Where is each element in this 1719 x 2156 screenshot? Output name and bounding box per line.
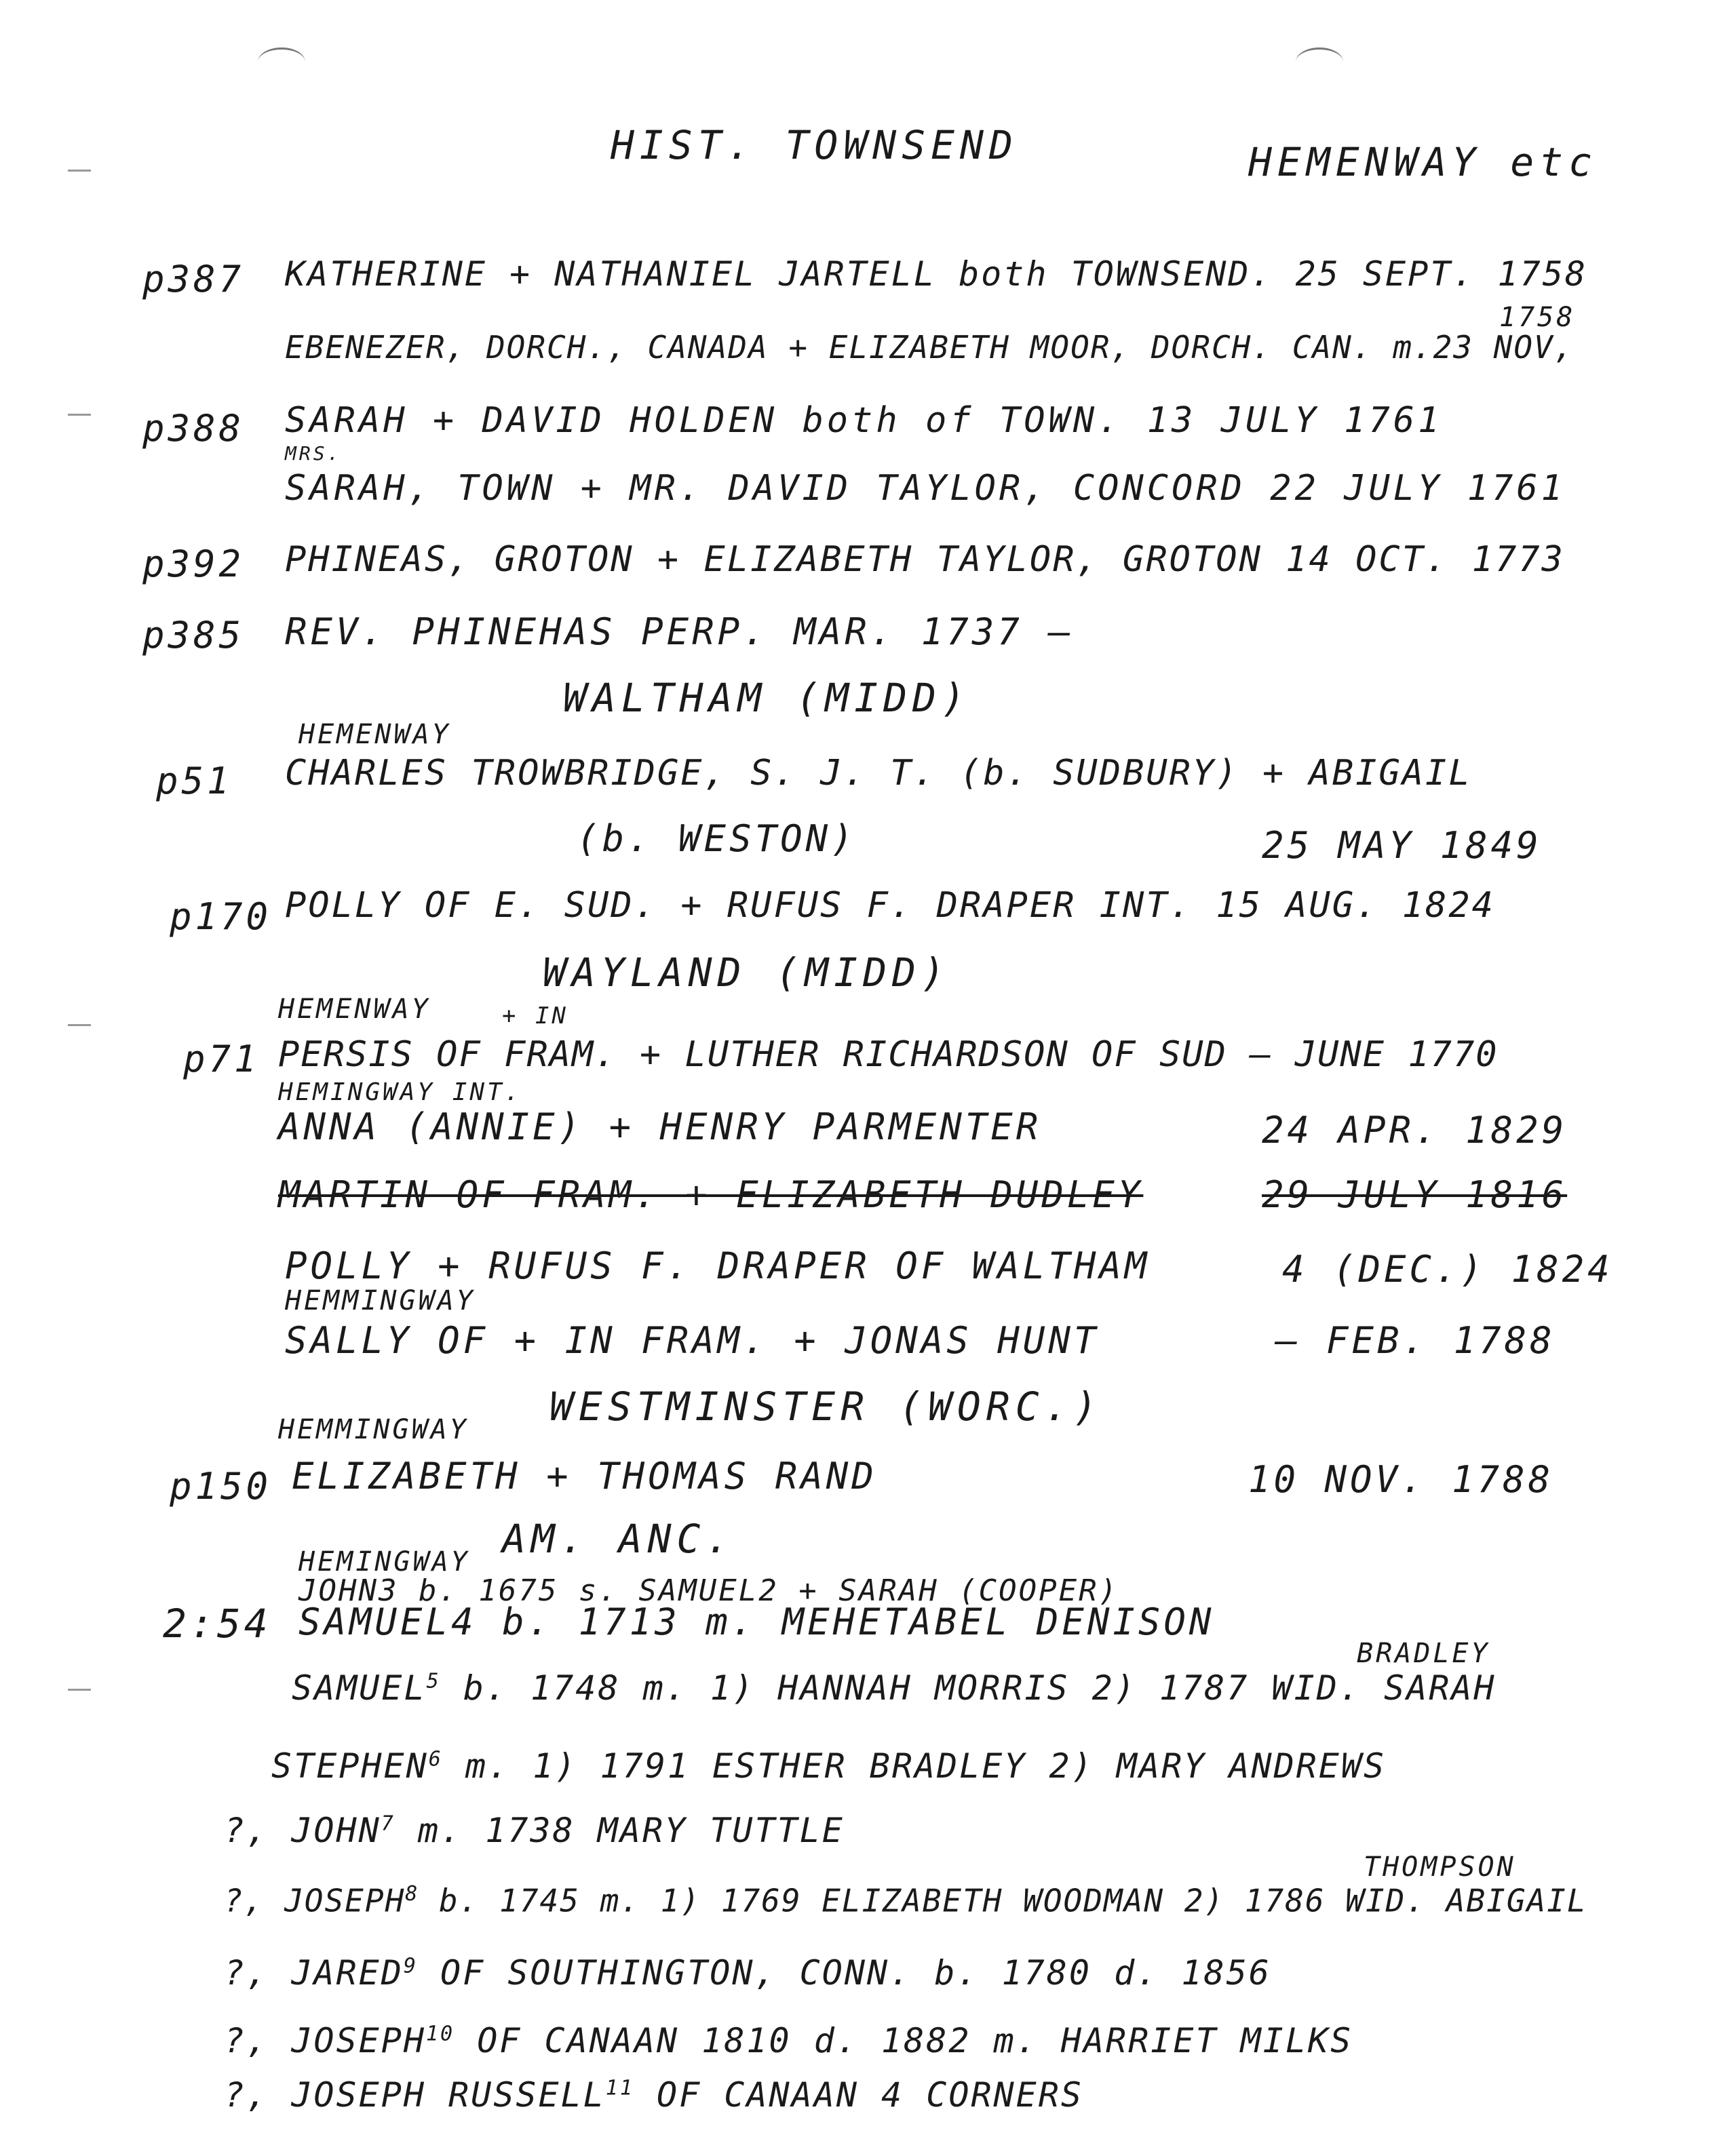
record-date: — FEB. 1788	[1275, 1319, 1556, 1362]
annotation: HEMINGWAY INT.	[278, 1078, 522, 1106]
ancestor-name: JOSEPH	[284, 1882, 406, 1919]
generation-number: 5	[426, 1669, 441, 1693]
ancestor-details: OF CANAAN 4 CORNERS	[657, 2075, 1083, 2115]
annotation: MRS.	[285, 442, 342, 465]
generation-number: 10	[425, 2022, 455, 2046]
uncertain-mark: ?,	[224, 2075, 269, 2115]
page-ref: p387	[142, 258, 245, 300]
record-line: SALLY OF + IN FRAM. + JONAS HUNT	[285, 1319, 1100, 1362]
uncertain-mark: ?,	[224, 1953, 269, 1993]
record-date: 10 NOV. 1788	[1248, 1458, 1554, 1501]
record-line: PERSIS OF FRAM. + LUTHER RICHARDSON OF SUD — JUNE 1770	[278, 1034, 1499, 1075]
margin-mark	[68, 1689, 91, 1691]
annotation: HEMENWAY	[298, 719, 451, 750]
record-line: EBENEZER, DORCH., CANADA + ELIZABETH MOOR, DORCH. CAN. m.23 NOV,	[285, 329, 1575, 366]
ancestor-name: SAMUEL	[292, 1668, 427, 1708]
page-ref: p150	[170, 1465, 272, 1508]
section-heading: AM. ANC.	[502, 1516, 735, 1562]
ancestor-name: JOSEPH RUSSELL	[291, 2075, 606, 2115]
record-line	[224, 2075, 1083, 2115]
ancestor-details: OF SOUTHINGTON, CONN. b. 1780 d. 1856	[440, 1953, 1271, 1993]
record-line	[224, 1953, 1271, 1993]
generation-number: 8	[405, 1882, 419, 1906]
punch-hole-right	[1296, 47, 1343, 77]
record-line: SAMUEL4 b. 1713 m. MEHETABEL DENISON	[298, 1601, 1215, 1643]
section-heading: WESTMINSTER (WORC.)	[549, 1384, 1103, 1430]
record-line	[224, 2021, 1353, 2060]
record-line: (b. WESTON)	[577, 817, 857, 860]
uncertain-mark: ?,	[224, 2021, 269, 2060]
section-heading: WALTHAM (MIDD)	[563, 675, 971, 721]
annotation: HEMENWAY	[278, 994, 431, 1025]
page-ref: p385	[142, 614, 245, 656]
record-line: PHINEAS, GROTON + ELIZABETH TAYLOR, GROTON 14 OCT. 1773	[285, 539, 1565, 580]
record-line: ANNA (ANNIE) + HENRY PARMENTER	[278, 1105, 1042, 1148]
annotation: + IN	[502, 1002, 568, 1030]
uncertain-mark: ?,	[224, 1811, 269, 1850]
uncertain-mark: ?,	[224, 1882, 265, 1919]
family-name: HEMENWAY etc	[1248, 139, 1598, 185]
record-line: JOHN3 b. 1675 s. SAMUEL2 + SARAH (COOPER)	[298, 1573, 1119, 1608]
record-line: SARAH + DAVID HOLDEN both of TOWN. 13 JULY 1761	[285, 400, 1443, 441]
record-line: ELIZABETH + THOMAS RAND	[292, 1455, 877, 1497]
record-line: KATHERINE + NATHANIEL JARTELL both TOWNSEND. 25 SEPT. 1758	[285, 254, 1587, 294]
margin-mark	[68, 170, 91, 172]
ancestor-name: STEPHEN	[271, 1746, 429, 1786]
record-line	[224, 1811, 845, 1850]
page-ref: p392	[142, 543, 245, 585]
page-ref: p388	[142, 407, 245, 450]
record-date: 25 MAY 1849	[1262, 824, 1542, 867]
annotation: 1758	[1499, 302, 1576, 333]
ancestor-name: JOSEPH	[291, 2021, 426, 2060]
annotation: HEMMINGWAY	[278, 1414, 469, 1445]
page-ref: 2:54	[163, 1601, 271, 1647]
generation-number: 7	[381, 1811, 395, 1836]
ancestor-details: OF CANAAN 1810 d. 1882 m. HARRIET MILKS	[477, 2021, 1353, 2060]
record-line	[224, 1882, 1587, 1919]
record-line	[271, 1746, 1386, 1786]
annotation: HEMINGWAY	[298, 1546, 470, 1577]
record-line: REV. PHINEHAS PERP. MAR. 1737 –	[285, 610, 1074, 653]
section-heading: WAYLAND (MIDD)	[543, 949, 950, 996]
ancestor-name: JOHN	[291, 1811, 381, 1850]
record-line	[292, 1668, 1496, 1708]
page-ref: p71	[183, 1038, 260, 1080]
annotation: HEMMINGWAY	[285, 1285, 476, 1316]
record-line: POLLY OF E. SUD. + RUFUS F. DRAPER INT. 15 AUG. 1824	[285, 885, 1495, 926]
record-date: 24 APR. 1829	[1262, 1109, 1568, 1152]
generation-number: 11	[605, 2076, 634, 2100]
document-title: HIST. TOWNSEND	[611, 122, 1018, 168]
ancestor-details: m. 1) 1791 ESTHER BRADLEY 2) MARY ANDREWS	[465, 1746, 1387, 1786]
punch-hole-left	[258, 47, 305, 77]
ancestor-details: m. 1738 MARY TUTTLE	[417, 1811, 845, 1850]
record-date: 4 (DEC.) 1824	[1282, 1248, 1613, 1291]
ancestor-details: b. 1745 m. 1) 1769 ELIZABETH WOODMAN 2) 1786 WID. ABIGAIL	[439, 1882, 1587, 1919]
generation-number: 6	[428, 1747, 443, 1771]
ancestor-details: b. 1748 m. 1) HANNAH MORRIS 2) 1787 WID. SARAH	[463, 1668, 1496, 1708]
margin-mark	[68, 414, 91, 416]
struck-record-date: 29 JULY 1816	[1262, 1173, 1568, 1216]
page-ref: p51	[156, 760, 233, 802]
record-line: CHARLES TROWBRIDGE, S. J. T. (b. SUDBURY) + ABIGAIL	[285, 753, 1472, 793]
generation-number: 9	[403, 1954, 418, 1978]
annotation: BRADLEY	[1357, 1638, 1490, 1669]
margin-mark	[68, 1024, 91, 1026]
annotation: THOMPSON	[1364, 1851, 1516, 1883]
struck-record-line: MARTIN OF FRAM. + ELIZABETH DUDLEY	[278, 1173, 1144, 1216]
page-ref: p170	[170, 895, 272, 938]
record-line: SARAH, TOWN + MR. DAVID TAYLOR, CONCORD 22 JULY 1761	[285, 468, 1566, 509]
record-line: POLLY + RUFUS F. DRAPER OF WALTHAM	[285, 1244, 1151, 1287]
ancestor-name: JARED	[291, 1953, 404, 1993]
